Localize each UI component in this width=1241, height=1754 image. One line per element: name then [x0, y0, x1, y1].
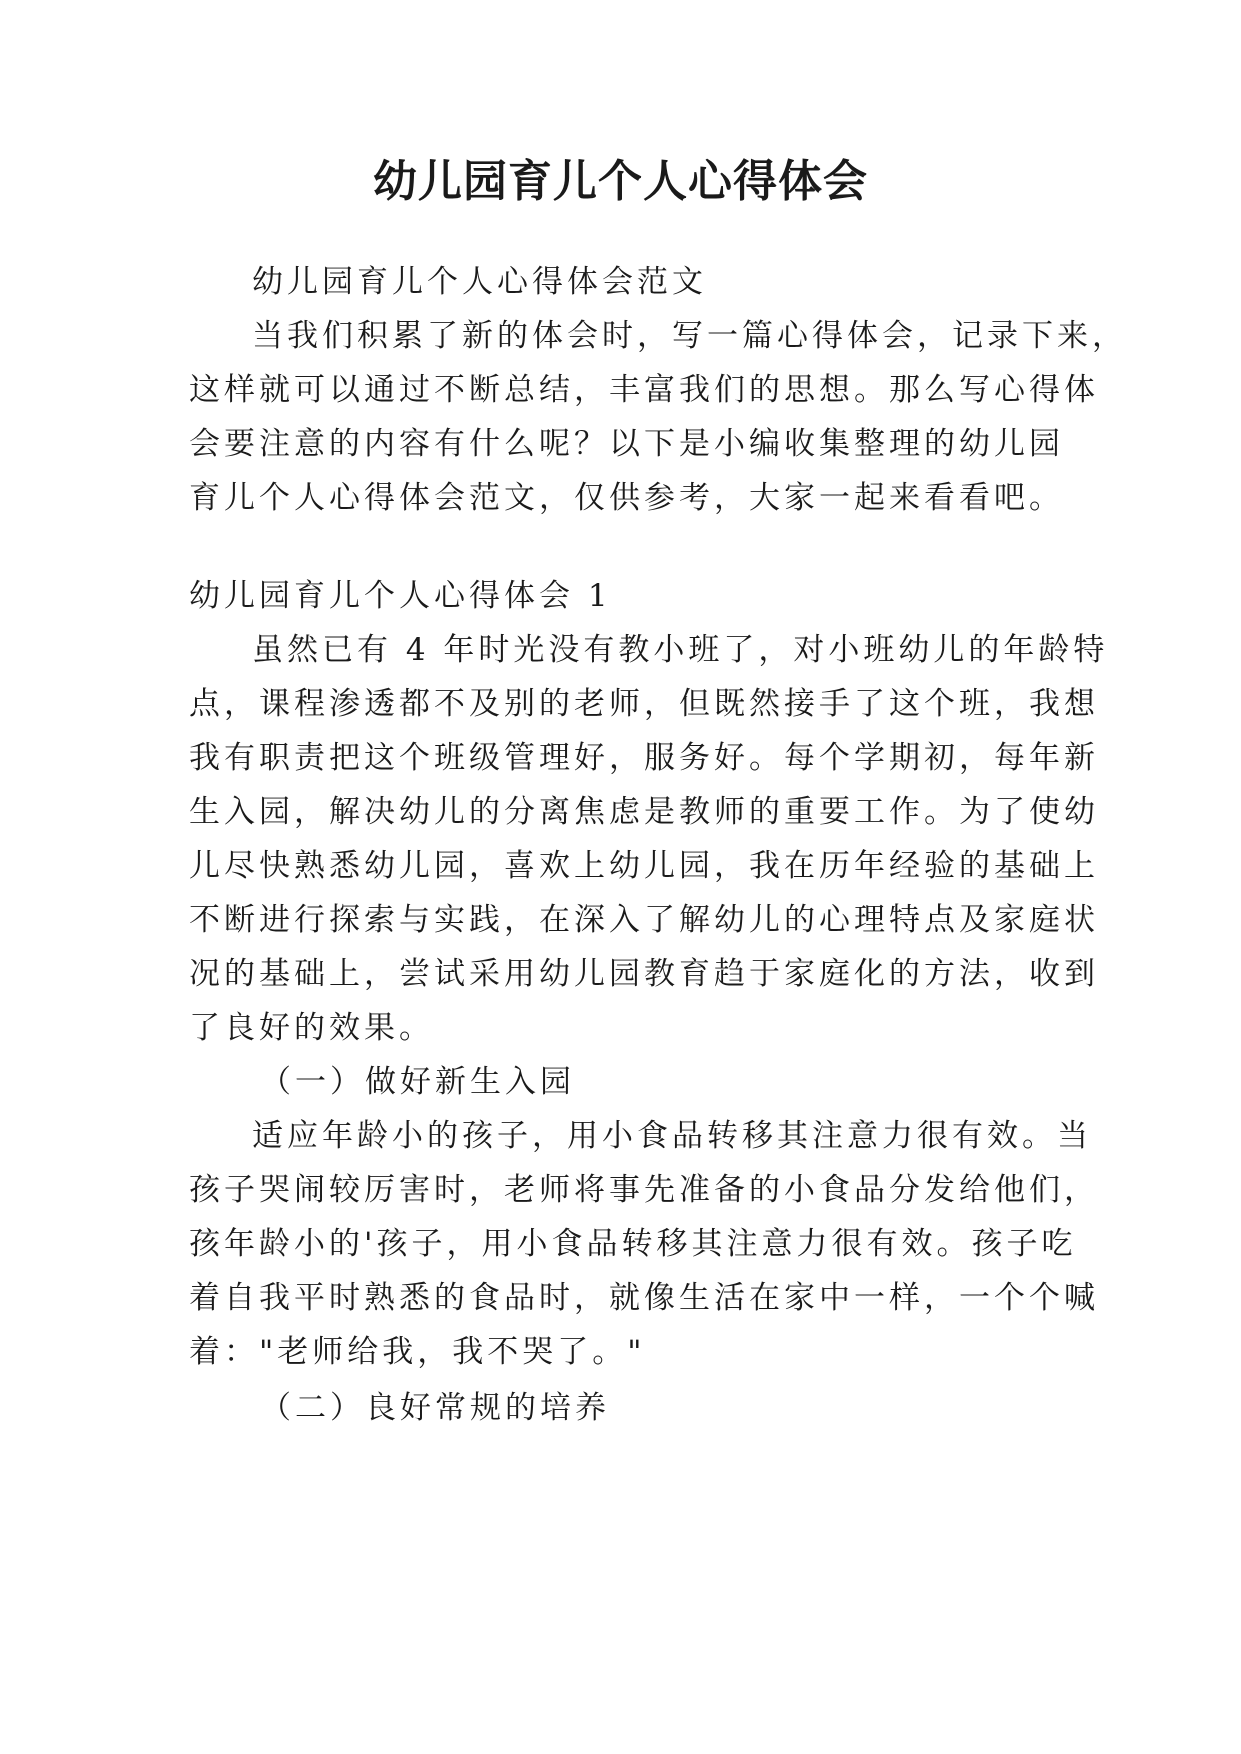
section1-line: 不断进行探索与实践，在深入了解幼儿的心理特点及家庭状: [189, 902, 1099, 938]
section1-line: 了良好的效果。: [189, 1010, 434, 1046]
sub1-line: 孩年龄小的'孩子，用小食品转移其注意力很有效。孩子吃: [189, 1226, 1077, 1262]
section1-line: 我有职责把这个班级管理好，服务好。每个学期初，每年新: [189, 740, 1099, 776]
intro-line: 当我们积累了新的体会时，写一篇心得体会，记录下来，: [252, 318, 1127, 354]
subsection-heading: （二）良好常规的培养: [260, 1390, 610, 1426]
section1-line: 生入园，解决幼儿的分离焦虑是教师的重要工作。为了使幼: [189, 794, 1099, 830]
document-title: 幼儿园育儿个人心得体会: [373, 156, 868, 207]
section1-line: 点，课程渗透都不及别的老师，但既然接手了这个班，我想: [189, 686, 1099, 722]
section1-line: 儿尽快熟悉幼儿园，喜欢上幼儿园，我在历年经验的基础上: [189, 848, 1099, 884]
sub1-line: 着："老师给我，我不哭了。": [189, 1334, 646, 1370]
intro-line: 育儿个人心得体会范文，仅供参考，大家一起来看看吧。: [189, 480, 1064, 516]
sub1-line: 适应年龄小的孩子，用小食品转移其注意力很有效。当: [252, 1118, 1092, 1154]
intro-line: 会要注意的内容有什么呢？以下是小编收集整理的幼儿园: [189, 426, 1064, 462]
section1-line: 况的基础上，尝试采用幼儿园教育趋于家庭化的方法，收到: [189, 956, 1099, 992]
section-heading: 幼儿园育儿个人心得体会 1: [189, 578, 612, 614]
section1-line: 虽然已有 4 年时光没有教小班了，对小班幼儿的年龄特: [252, 632, 1109, 668]
intro-line: 这样就可以通过不断总结，丰富我们的思想。那么写心得体: [189, 372, 1099, 408]
subsection-heading: （一）做好新生入园: [260, 1064, 575, 1100]
sub1-line: 着自我平时熟悉的食品时，就像生活在家中一样，一个个喊: [189, 1280, 1099, 1316]
sub1-line: 孩子哭闹较厉害时，老师将事先准备的小食品分发给他们，: [189, 1172, 1099, 1208]
document-subtitle: 幼儿园育儿个人心得体会范文: [252, 264, 707, 300]
